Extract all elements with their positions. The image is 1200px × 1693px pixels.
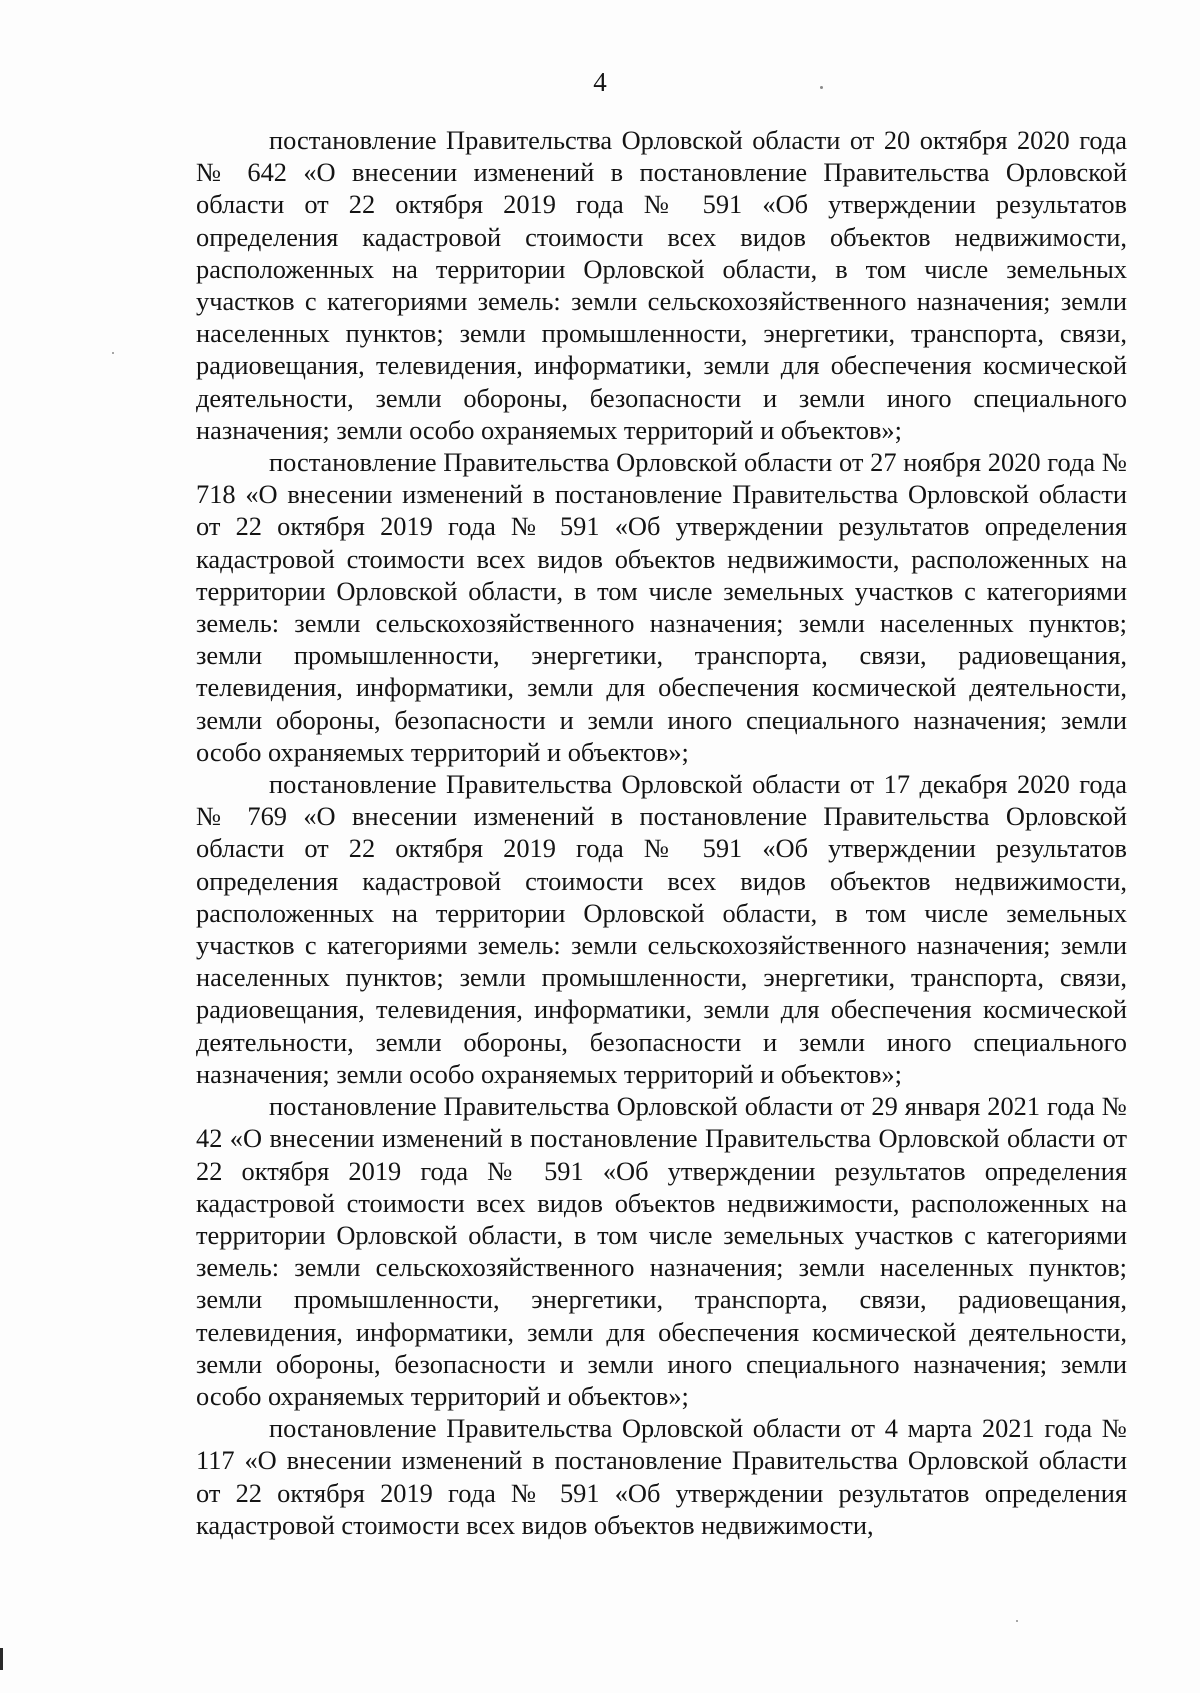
scan-speck <box>112 352 114 354</box>
scan-speck <box>1016 1620 1018 1622</box>
scan-speck <box>820 86 823 89</box>
paragraph-resolution-117: постановление Правительства Орловской области от 4 марта 2021 года № 117 «О внесении изменений в постановление Правительства Орловской области от 22 октября 2019 года № 591 «Об утверждении результатов определения кадастровой стоимости всех видов объектов недвижимости, <box>196 1413 1127 1540</box>
paragraph-resolution-642: постановление Правительства Орловской области от 20 октября 2020 года № 642 «О внесении изменений в постановление Правительства Орловской области от 22 октября 2019 года № 591 «Об утверждении результатов определения кадастровой стоимости всех видов объектов недвижимости, расположенных на территории Орловской области, в том числе земельных участков с категориями земель: земли сельскохозяйственного назначения; земли населенных пунктов; земли промышленности, энергетики, транспорта, связи, радиовещания, телевидения, информатики, земли для обеспечения космической деятельности, земли обороны, безопасности и земли иного специального назначения; земли особо охраняемых территорий и объектов»; <box>196 125 1127 445</box>
document-body <box>196 124 1127 1541</box>
paragraph-resolution-718: постановление Правительства Орловской области от 27 ноября 2020 года № 718 «О внесении изменений в постановление Правительства Орловской области от 22 октября 2019 года № 591 «Об утверждении результатов определения кадастровой стоимости всех видов объектов недвижимости, расположенных на территории Орловской области, в том числе земельных участков с категориями земель: земли сельскохозяйственного назначения; земли населенных пунктов; земли промышленности, энергетики, транспорта, связи, радиовещания, телевидения, информатики, земли для обеспечения космической деятельности, земли обороны, безопасности и земли иного специального назначения; земли особо охраняемых территорий и объектов»; <box>196 447 1127 767</box>
paragraph-resolution-769: постановление Правительства Орловской области от 17 декабря 2020 года № 769 «О внесении изменений в постановление Правительства Орловской области от 22 октября 2019 года № 591 «Об утверждении результатов определения кадастровой стоимости всех видов объектов недвижимости, расположенных на территории Орловской области, в том числе земельных участков с категориями земель: земли сельскохозяйственного назначения; земли населенных пунктов; земли промышленности, энергетики, транспорта, связи, радиовещания, телевидения, информатики, земли для обеспечения космической деятельности, земли обороны, безопасности и земли иного специального назначения; земли особо охраняемых территорий и объектов»; <box>196 769 1127 1089</box>
page-number: 4 <box>593 67 607 97</box>
scan-edge-mark <box>0 1648 3 1670</box>
paragraph-resolution-42: постановление Правительства Орловской области от 29 января 2021 года № 42 «О внесении изменений в постановление Правительства Орловской области от 22 октября 2019 года № 591 «Об утверждении результатов определения кадастровой стоимости всех видов объектов недвижимости, расположенных на территории Орловской области, в том числе земельных участков с категориями земель: земли сельскохозяйственного назначения; земли населенных пунктов; земли промышленности, энергетики, транспорта, связи, радиовещания, телевидения, информатики, земли для обеспечения космической деятельности, земли обороны, безопасности и земли иного специального назначения; земли особо охраняемых территорий и объектов»; <box>196 1091 1127 1411</box>
